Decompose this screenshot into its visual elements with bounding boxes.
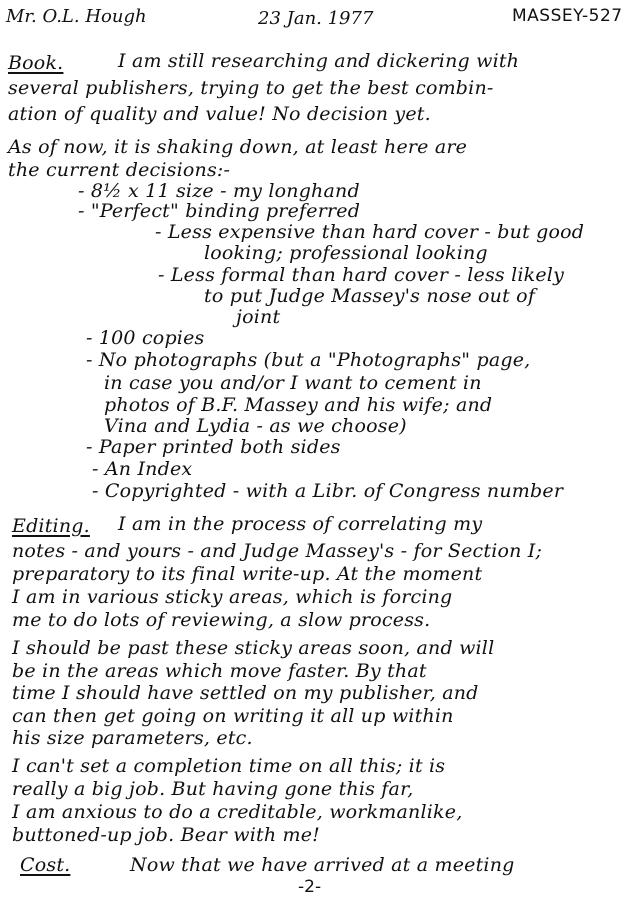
book-list-item: photos of B.F. Massey and his wife; and [104, 394, 493, 416]
page-number: -2- [298, 877, 322, 897]
book-list-item: - "Perfect" binding preferred [78, 200, 361, 222]
editing-line: really a big job. But having gone this far, [12, 778, 414, 800]
book-sub-item: - Less expensive than hard cover - but good [155, 221, 585, 243]
letter-date: 23 Jan. 1977 [258, 8, 374, 29]
book-list-item: - 8½ x 11 size - my longhand [78, 180, 360, 202]
editing-line: I can't set a completion time on all this; it is [12, 755, 446, 777]
book-list-item: Vina and Lydia - as we choose) [104, 415, 407, 437]
cost-heading: Cost. [20, 854, 71, 876]
book-line: the current decisions:- [8, 159, 231, 181]
editing-line: time I should have settled on my publisher, and [12, 682, 479, 704]
editing-line: be in the areas which move faster. By that [12, 660, 427, 682]
editing-line: his size parameters, etc. [12, 727, 253, 749]
recipient-name: Mr. O.L. Hough [6, 6, 147, 27]
cost-line: Now that we have arrived at a meeting [130, 854, 515, 876]
book-list-item: - No photographs (but a "Photographs" page, [86, 349, 531, 371]
book-list-item: in case you and/or I want to cement in [104, 372, 482, 394]
book-sub-item: looking; professional looking [204, 242, 488, 264]
editing-line: I should be past these sticky areas soon, and will [12, 637, 495, 659]
book-list-item: - 100 copies [86, 327, 205, 349]
book-line: As of now, it is shaking down, at least here are [8, 136, 468, 158]
editing-line: buttoned-up job. Bear with me! [12, 824, 320, 846]
book-list-item: - Paper printed both sides [86, 436, 341, 458]
editing-line: I am in various sticky areas, which is forcing [12, 586, 453, 608]
book-line: I am still researching and dickering with [118, 50, 520, 72]
editing-line: I am in the process of correlating my [118, 513, 483, 535]
editing-line: I am anxious to do a creditable, workmanlike, [12, 801, 463, 823]
book-list-item: - Copyrighted - with a Libr. of Congress number [92, 480, 564, 502]
book-line: several publishers, trying to get the best combin- [8, 77, 494, 99]
book-sub-item: - Less formal than hard cover - less likely [158, 264, 565, 286]
book-line: ation of quality and value! No decision yet. [8, 103, 431, 125]
editing-line: me to do lots of reviewing, a slow process. [12, 609, 431, 631]
editing-line: can then get going on writing it all up within [12, 705, 454, 727]
book-sub-item: joint [236, 306, 281, 328]
book-list-item: - An Index [92, 458, 193, 480]
editing-line: notes - and yours - and Judge Massey's - for Section I; [12, 540, 543, 562]
book-sub-item: to put Judge Massey's nose out of [204, 285, 536, 307]
document-reference: MASSEY-527 [512, 6, 623, 26]
book-heading: Book. [8, 52, 64, 74]
editing-line: preparatory to its final write-up. At the moment [12, 563, 483, 585]
editing-heading: Editing. [12, 515, 90, 537]
